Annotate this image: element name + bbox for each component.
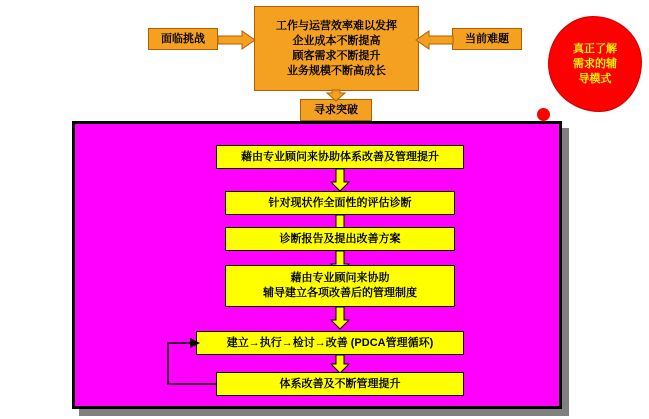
- step-6-label: 体系改善及不断管理提升: [279, 377, 401, 390]
- cloud-callout: [548, 16, 642, 112]
- left-tag-label: 面临挑战: [161, 32, 205, 45]
- step-1-box: [216, 145, 464, 169]
- step-2-box: [225, 191, 455, 215]
- step-6-box: [216, 372, 464, 396]
- feedback-loop-arrow: [160, 336, 230, 391]
- step-4-label-line-2: 辅导建立各项改善后的管理制度: [263, 287, 417, 299]
- problem-statement-box: [254, 6, 419, 91]
- step-2-label: 针对现状作全面性的评估诊断: [268, 196, 412, 209]
- right-tag-label: 当前难题: [465, 32, 509, 45]
- step-4-label-line-1: 藉由专业顾问来协助: [290, 272, 390, 284]
- arrow-step1-to-step2: [331, 169, 349, 191]
- problem-line-2: 企业成本不断提高: [292, 34, 381, 47]
- problem-line-3: 顾客需求不断提升: [292, 49, 381, 62]
- seek-breakthrough-label: 寻求突破: [314, 103, 358, 116]
- problem-line-4: 业务规模不断高成长: [287, 64, 386, 77]
- cloud-line-2: 需求的辅: [573, 57, 617, 70]
- right-tag-box: [452, 28, 522, 50]
- arrow-problem-to-seek: [327, 90, 345, 101]
- arrow-step5-to-step6: [331, 355, 349, 373]
- step-1-label: 藉由专业顾问来协助体系改善及管理提升: [241, 150, 439, 163]
- step-3-label: 诊断报告及提出改善方案: [279, 232, 401, 245]
- arrow-right-tag-to-problem: [416, 31, 454, 49]
- seek-breakthrough-box: [300, 99, 372, 121]
- step-5-label: 建立→执行→检讨→改善 (PDCA管理循环): [226, 336, 434, 349]
- arrow-left-tag-to-problem: [218, 31, 256, 49]
- step-4-box: [225, 265, 455, 307]
- step-3-box: [225, 227, 455, 251]
- left-tag-box: [148, 28, 218, 50]
- problem-line-1: 工作与运营效率难以发挥: [276, 19, 397, 32]
- cloud-bump-large: [537, 108, 550, 121]
- step-5-box: [196, 331, 464, 355]
- cloud-line-1: 真正了解: [573, 42, 617, 55]
- cloud-line-3: 导模式: [578, 72, 612, 85]
- arrow-step4-to-step5: [331, 307, 349, 329]
